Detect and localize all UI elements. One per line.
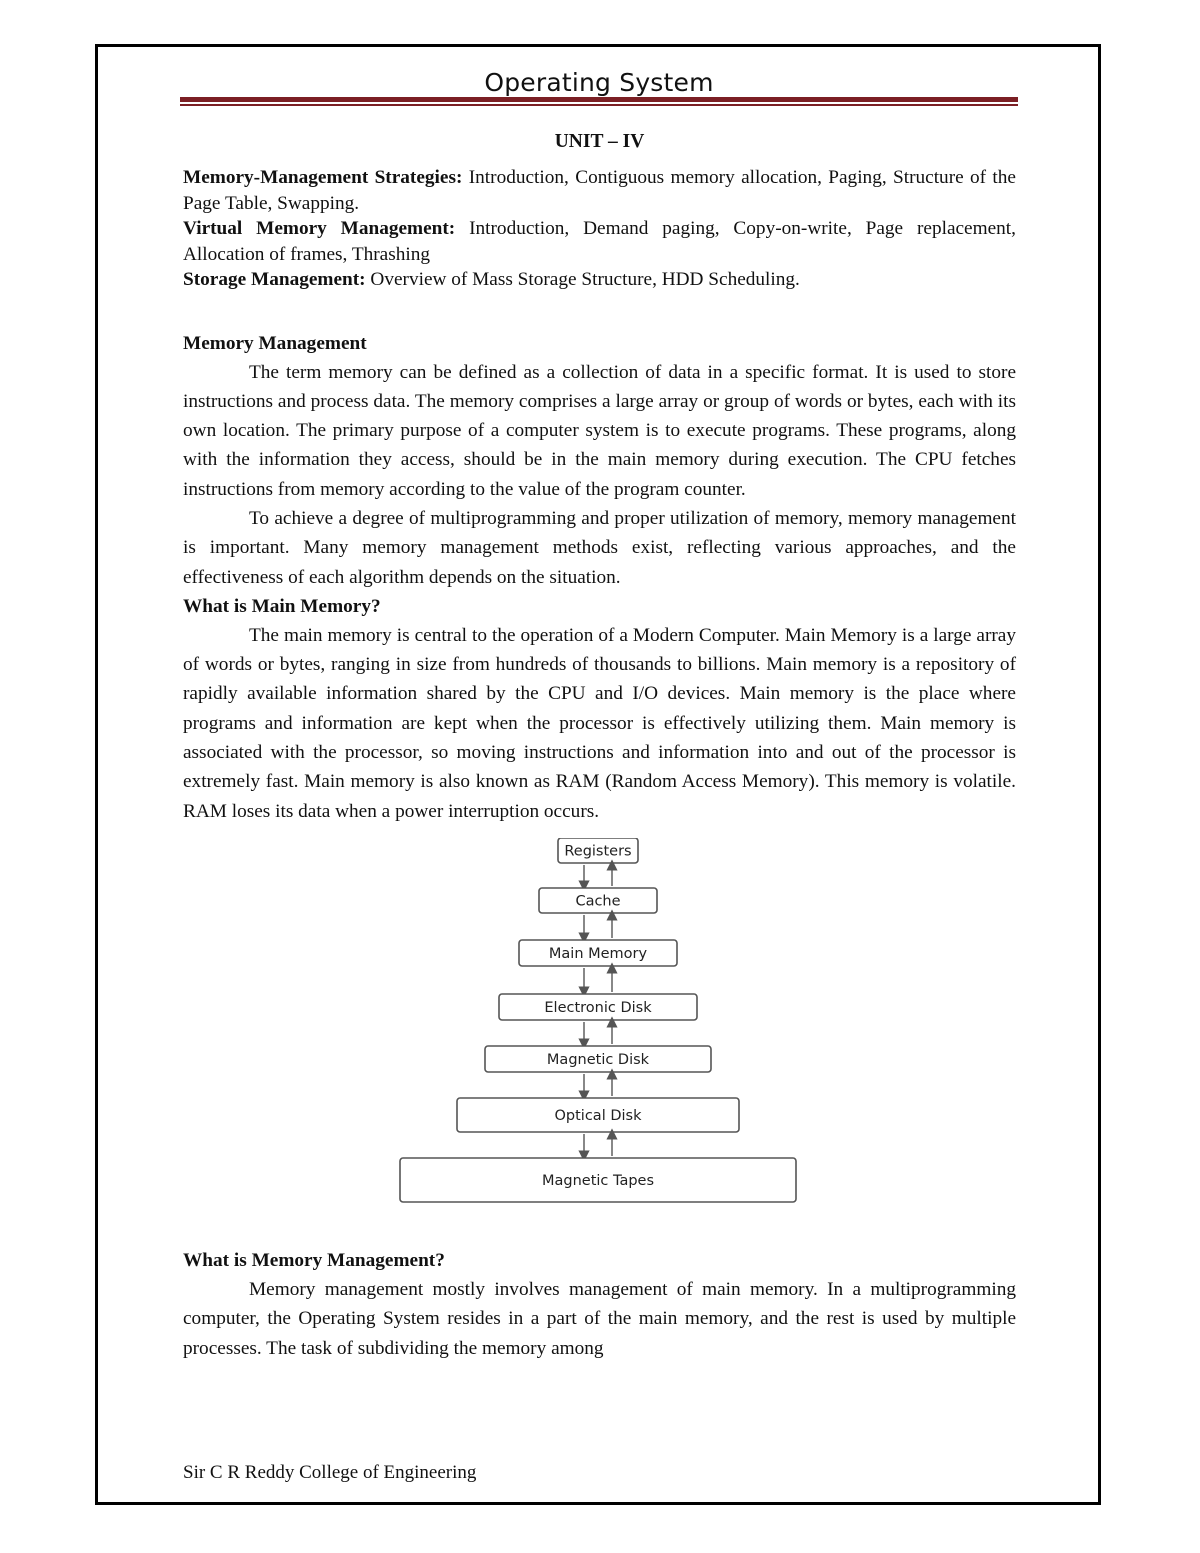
syllabus-text: Introduction, Demand paging, Copy-on-write, Page replacement, Allocation of frames, Thrashing [183,218,1016,265]
hierarchy-label: Electronic Disk [544,999,652,1016]
what-is-memory-management-paragraph: Memory management mostly involves management of main memory. In a multiprogramming computer, the Operating System resides in a part of the main memory, and the rest is used by multiple processes. The task of subdividing the memory among [183,1278,1016,1359]
memory-management-paragraph-2: To achieve a degree of multiprogramming and proper utilization of memory, memory management is important. Many memory management methods exist, reflecting various approaches, and the effectiveness of each algorithm depends on the situation. [183,507,1016,588]
main-memory-heading: What is Main Memory? [183,595,381,617]
page-footer: Sir C R Reddy College of Engineering [183,1462,477,1483]
memory-management-paragraph-1: The term memory can be defined as a collection of data in a specific format. It is used to store instructions and process data. The memory comprises a large array or group of words or bytes, each with its own location. The primary purpose of a computer system is to execute programs. These programs, along with the information they access, should be in the main memory during execution. The CPU fetches instructions from memory according to the value of the program counter. [183,361,1016,500]
syllabus-label: Storage Management: [183,269,366,290]
syllabus-text: Overview of Mass Storage Structure, HDD Scheduling. [365,269,800,290]
hierarchy-label: Magnetic Disk [546,1051,650,1068]
memory-hierarchy-diagram [183,838,1016,1238]
what-is-memory-management-heading: What is Memory Management? [183,1249,445,1271]
memory-management-heading: Memory Management [183,332,367,354]
header-rule-thin [180,104,1018,106]
header-rule-thick [180,97,1018,102]
main-memory-paragraph: The main memory is central to the operation of a Modern Computer. Main Memory is a large array of words or bytes, ranging in size from hundreds of thousands to billions. Main memory is a repository of rapidly available information shared by the CPU and I/O devices. Main memory is the place where programs and information are kept when the processor is effectively utilizing them. Main memory is associated with the processor, so moving instructions and information into and out of the processor is extremely fast. Main memory is also known as RAM (Random Access Memory). This memory is volatile. RAM loses its data when a power interruption occurs. [183,624,1016,822]
syllabus-text: Introduction, Contiguous memory allocation, Paging, Structure of the Page Table, Swapping. [183,167,1016,214]
hierarchy-label: Registers [564,843,632,860]
syllabus-label: Memory-Management Strategies: [183,167,463,188]
unit-title: UNIT – IV [554,131,645,152]
hierarchy-label: Main Memory [548,945,648,962]
memory-hierarchy-svg [183,838,1016,1238]
syllabus-item [183,216,1016,267]
syllabus-label: Virtual Memory Management: [183,218,456,239]
document-header-title: Operating System [484,68,714,97]
hierarchy-label: Cache [575,893,621,910]
page-content [183,131,1016,1363]
syllabus-item [183,267,1016,293]
hierarchy-label: Magnetic Tapes [541,1172,655,1189]
hierarchy-label: Optical Disk [554,1107,642,1124]
syllabus-item [183,165,1016,216]
syllabus [183,165,1016,293]
